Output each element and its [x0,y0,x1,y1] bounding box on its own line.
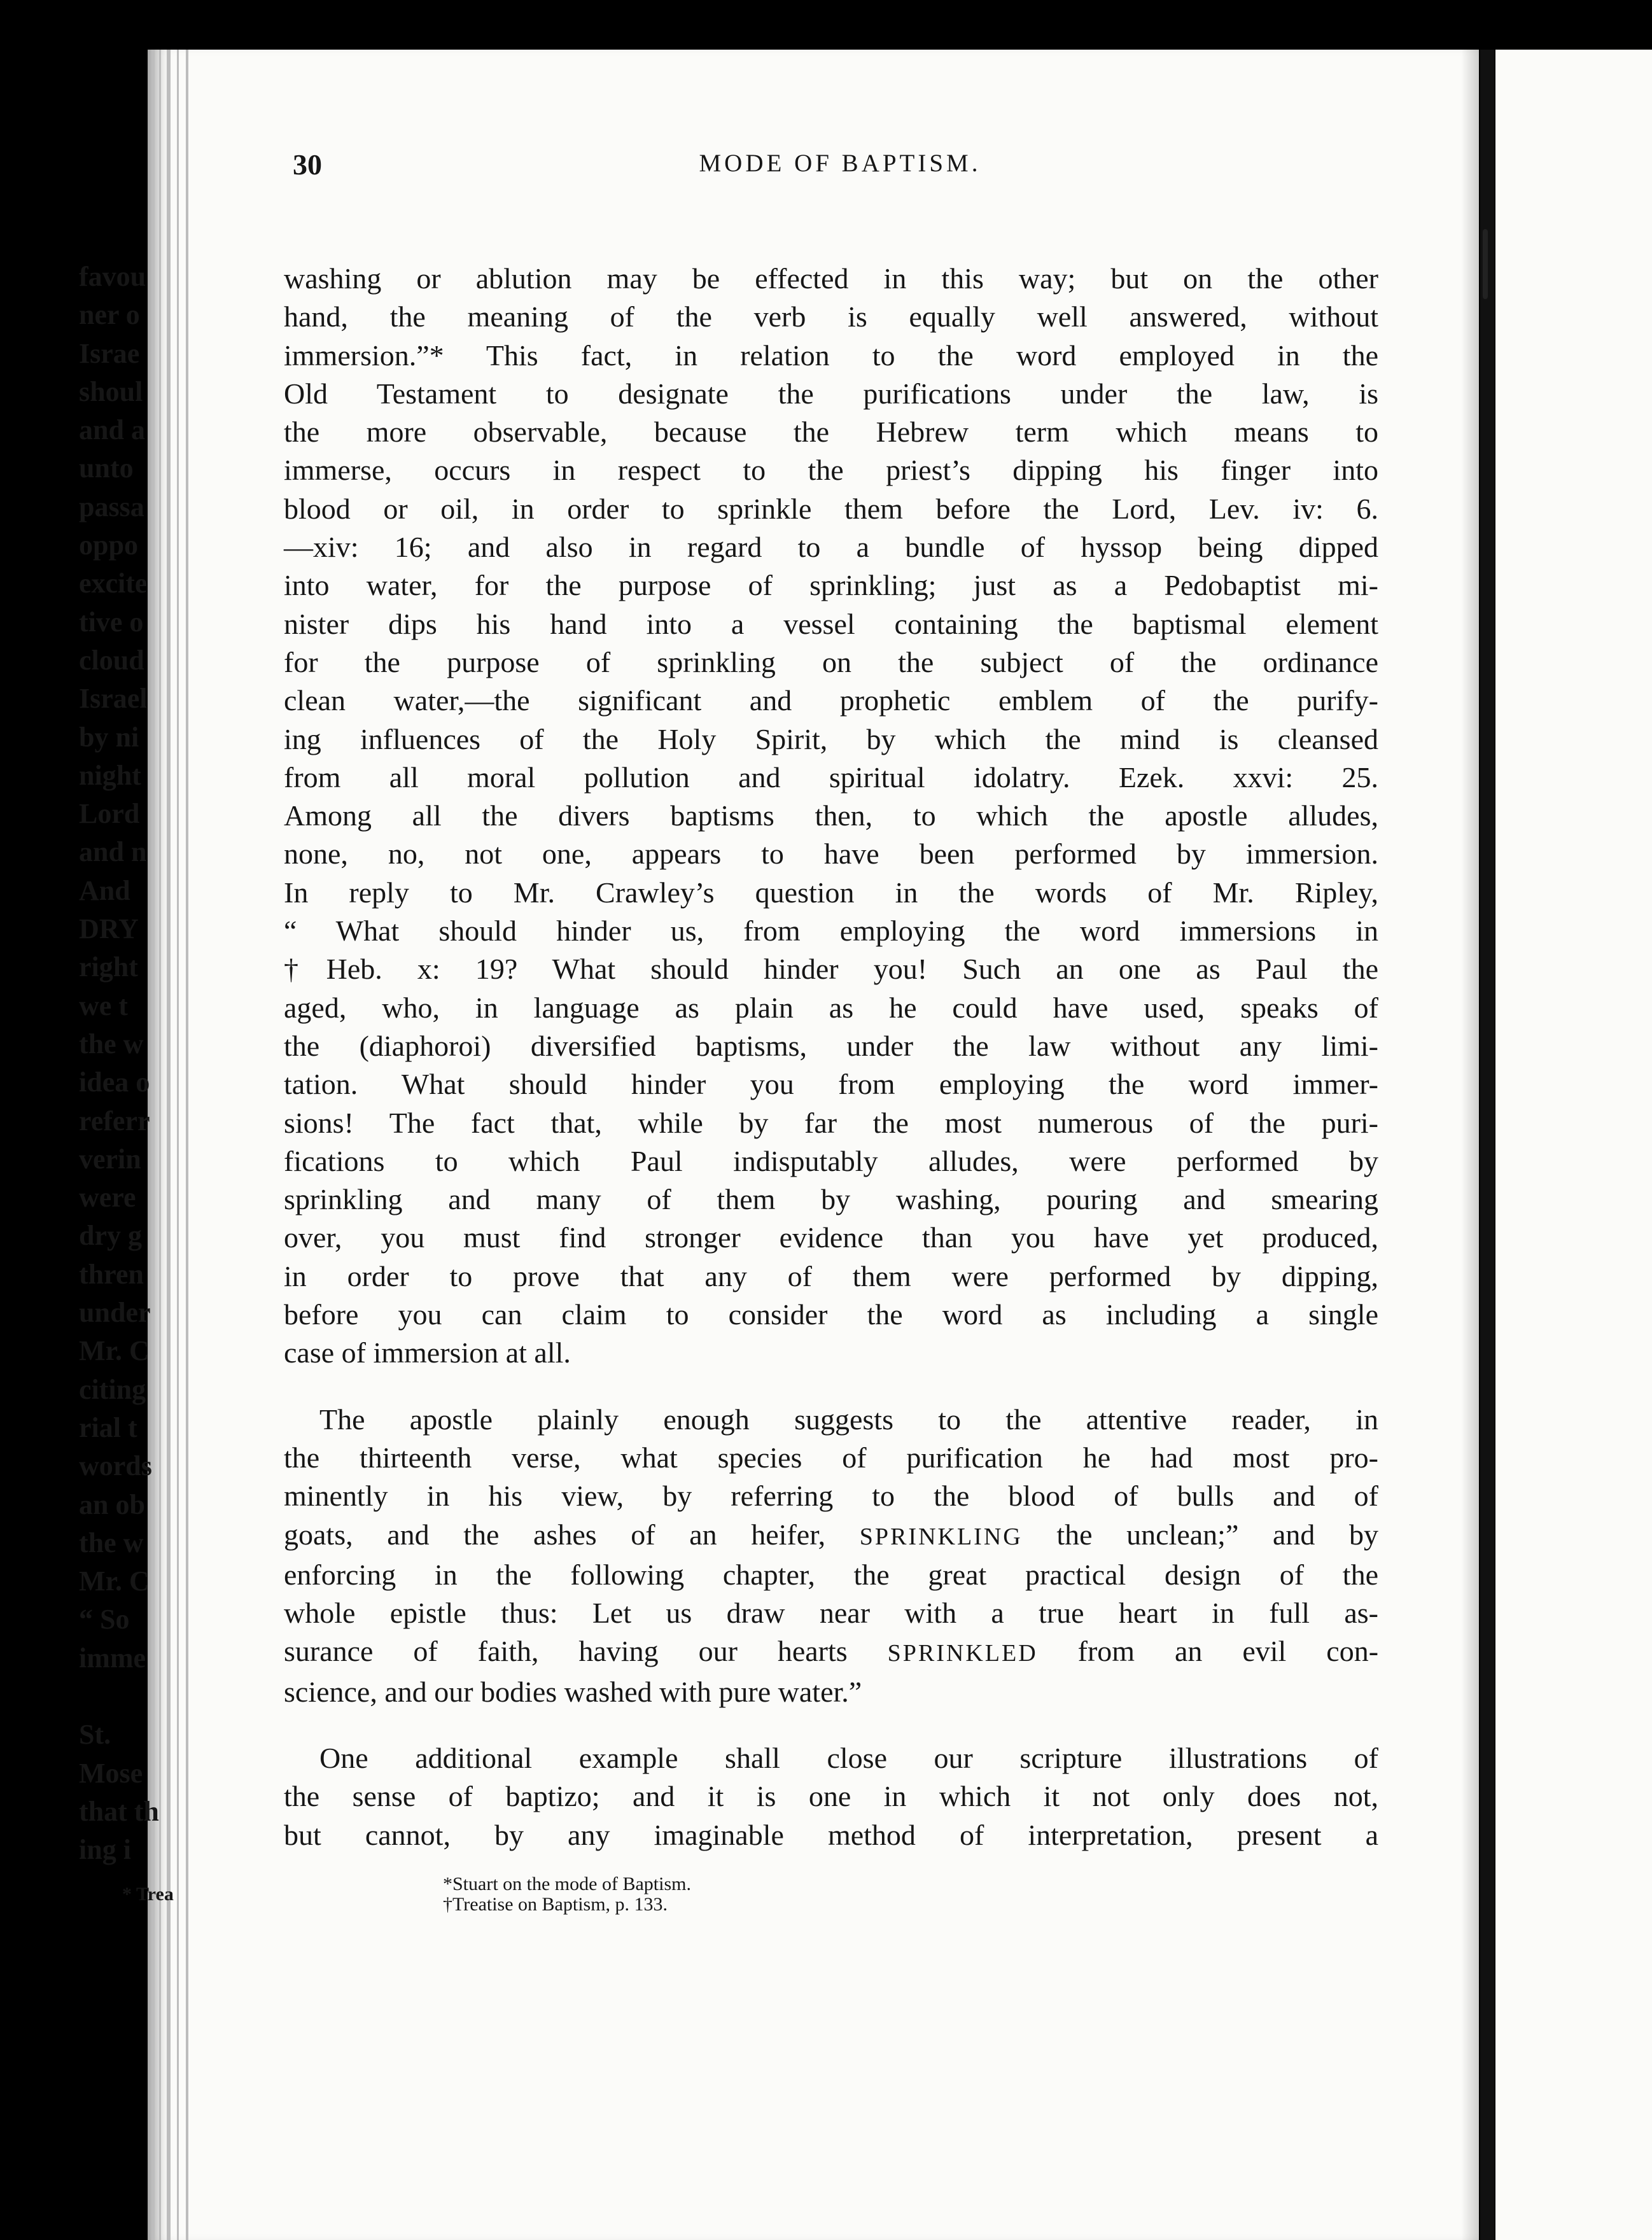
body-text [284,260,1378,1854]
page-number: 30 [293,148,322,181]
adjacent-line: rial t [79,1411,137,1443]
text-line: The apostle plainly enough suggests to the attentive reader, in [319,1403,1378,1436]
small-caps-word: SPRINKLING [859,1523,1023,1550]
footnote: *Stuart on the mode of Baptism. [443,1873,691,1894]
adjacent-line: under [79,1297,151,1329]
text-line: “ What should hinder us, from employing the word immersions in [284,914,1378,948]
text-line: aged, who, in language as plain as he could have used, speaks of [284,991,1378,1024]
adjacent-line [79,1677,159,1716]
text-line: immerse, occurs in respect to the priest’s dipping his finger into [284,454,1378,487]
text-line: †Heb. x: 19? What should hinder you! Such an one as Paul the [284,953,1378,986]
adjacent-line: ing i [79,1834,131,1866]
adjacent-line: we t [79,990,128,1021]
adjacent-line: Mr. C [79,1565,150,1597]
paragraph-3 [284,1739,1378,1854]
adjacent-line: words [79,1450,152,1482]
adjacent-line: night [79,759,141,791]
adjacent-line: an ob [79,1488,145,1520]
adjacent-line: the w [79,1527,144,1558]
text-line: over, you must find stronger evidence than you have yet produced, [284,1221,1378,1254]
text-line: enforcing in the following chapter, the great practical design of the [284,1558,1378,1591]
text-line: the more observable, because the Hebrew term which means to [284,416,1378,449]
text-line: for the purpose of sprinkling on the subject of the ordinance [284,645,1378,678]
text-line: but cannot, by any imaginable method of interpretation, present a [284,1818,1378,1851]
text-line: minently in his view, by referring to the blood of bulls and of [284,1480,1378,1513]
adjacent-line: Israel [79,683,148,715]
text-line: ing influences of the Holy Spirit, by which the mind is cleansed [284,722,1378,755]
adjacent-page-text [79,258,159,1869]
paragraph-1 [284,260,1378,1373]
text-line: from all moral pollution and spiritual idolatry. Ezek. xxvi: 25. [284,760,1378,794]
adjacent-line: St. [79,1719,111,1751]
adjacent-line: favou [79,261,146,292]
text-line: Old Testament to designate the purifications under the law, is [284,377,1378,410]
adjacent-line: Mose [79,1757,143,1789]
adjacent-line: and n [79,836,147,868]
footnotes [443,1874,691,1915]
running-title: MODE OF BAPTISM. [699,150,981,177]
adjacent-line: oppo [79,529,138,561]
text-line: blood or oil, in order to sprinkle them before the Lord, Lev. iv: 6. [284,492,1378,525]
adjacent-line: excite [79,568,148,599]
page-gutter [1480,50,1494,2240]
adjacent-line: idea o [79,1067,150,1098]
text-line: immersion.”* This fact, in relation to the word employed in the [284,339,1378,372]
adjacent-line: right [79,951,138,983]
adjacent-line: ner o [79,299,140,331]
text-line: the sense of baptizo; and it is one in which it not only does not, [284,1780,1378,1813]
adjacent-page [1495,50,1652,2240]
gutter-shadow [1461,50,1479,2240]
adjacent-line: dry g [79,1220,142,1252]
text-line: the thirteenth verse, what species of purification he had most pro- [284,1441,1378,1474]
text-line: fications to which Paul indisputably alludes, were performed by [284,1144,1378,1177]
binding-clip [1483,229,1488,299]
text-line: in order to prove that any of them were performed by dipping, [284,1259,1378,1292]
adjacent-line: passa [79,491,144,522]
adjacent-line: verin [79,1143,141,1175]
text-line: hand, the meaning of the verb is equally well answered, without [284,300,1378,333]
text-line: case of immersion at all. [284,1336,571,1369]
adjacent-line: imme [79,1642,146,1674]
adjacent-footnote: * Trea [122,1884,174,1905]
adjacent-line: that th [79,1795,159,1827]
adjacent-line: Israe [79,337,140,369]
text-line: clean water,—the significant and prophetic emblem of the purify- [284,684,1378,717]
text-line: none, no, not one, appears to have been performed by immersion. [284,837,1378,871]
adjacent-line: Mr. C [79,1335,150,1367]
adjacent-line: shoul [79,375,143,407]
adjacent-line: were [79,1182,136,1214]
adjacent-line: And [79,874,130,906]
adjacent-line: DRY [79,913,139,945]
adjacent-line: “ So [79,1604,130,1635]
text-line: before you can claim to consider the word as including a single [284,1298,1378,1331]
adjacent-line: thren [79,1258,144,1290]
text-line: In reply to Mr. Crawley’s question in the words of Mr. Ripley, [284,876,1378,909]
text-line: whole epistle thus: Let us draw near with a true heart in full as- [284,1597,1378,1630]
text-line: tation. What should hinder you from employing the word immer- [284,1068,1378,1101]
adjacent-line: and a [79,414,145,446]
adjacent-line: by ni [79,721,139,753]
text-line: Among all the divers baptisms then, to which the apostle alludes, [284,799,1378,832]
adjacent-line: tive o [79,606,144,638]
text-line: science, and our bodies washed with pure water.” [284,1675,862,1708]
text-line: goats, and the ashes of an heifer, SPRINKLING the unclean;” and by [284,1518,1379,1551]
text-line: —xiv: 16; and also in regard to a bundle of hyssop being dipped [284,531,1378,564]
text-line: sions! The fact that, while by far the most numerous of the puri- [284,1106,1378,1139]
text-line: sprinkling and many of them by washing, pouring and smearing [284,1183,1378,1216]
adjacent-line: unto [79,452,134,484]
small-caps-word: SPRINKLED [887,1640,1038,1667]
text-line: washing or ablution may be effected in this way; but on the other [284,262,1378,295]
text-line: surance of faith, having our hearts SPRINKLED from an evil con- [284,1635,1379,1668]
adjacent-line: referr [79,1105,150,1137]
text-line: the (diaphoroi) diversified baptisms, under the law without any limi- [284,1029,1378,1062]
text-line: One additional example shall close our scripture illustrations of [319,1741,1378,1774]
adjacent-line: Lord [79,798,140,830]
text-line: into water, for the purpose of sprinkling; just as a Pedobaptist mi- [284,569,1378,602]
paragraph-2 [284,1401,1378,1711]
adjacent-line: cloud [79,644,144,676]
adjacent-line: citing [79,1373,146,1405]
footnote: †Treatise on Baptism, p. 133. [443,1894,668,1915]
running-head [293,148,1387,199]
adjacent-line: the w [79,1028,144,1060]
text-line: nister dips his hand into a vessel containing the baptismal element [284,607,1378,640]
